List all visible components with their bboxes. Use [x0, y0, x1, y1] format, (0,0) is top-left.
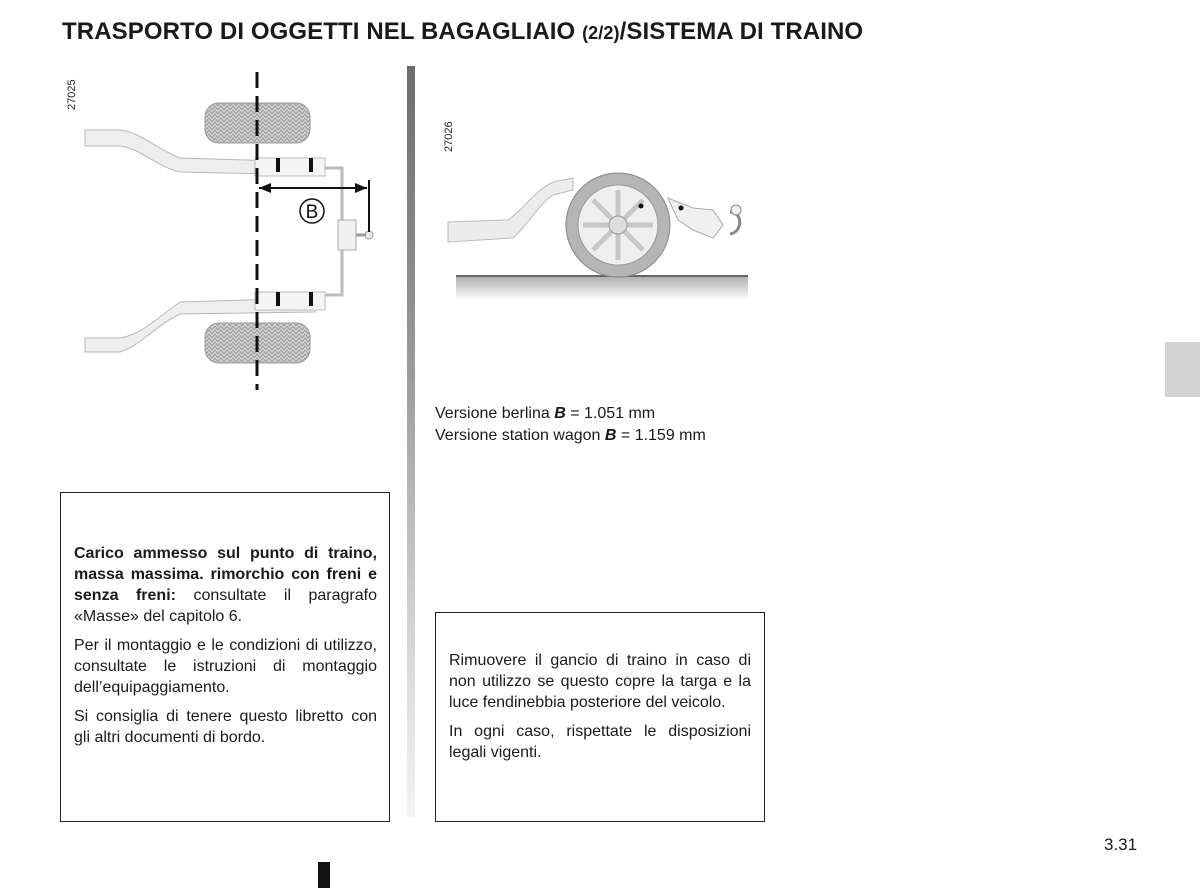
title-part-indicator: (2/2) — [582, 23, 620, 43]
note-paragraph: In ogni caso, rispettate le disposizioni legali vigenti. — [449, 723, 751, 761]
hitch-distance-specs — [435, 403, 706, 447]
spec-sedan: Versione berlina B = 1.051 mm — [435, 405, 656, 422]
page-title — [62, 18, 863, 46]
figure-code-top-view: 27025 — [66, 79, 78, 110]
page-number: 3.31 — [1104, 835, 1138, 854]
tow-hitch-side-view-illustration — [438, 150, 758, 310]
column-divider — [407, 66, 415, 818]
spec-variable: B — [604, 427, 617, 444]
title-section: /SISTEMA DI TRAINO — [619, 18, 864, 45]
chapter-tab — [1165, 342, 1200, 397]
note-paragraph: Rimuovere il gancio di traino in caso di non utilizzo se questo copre la targa e la luce fendinebbia posteriore del veicolo. — [449, 652, 751, 711]
note-paragraph: Si consiglia di tenere questo libretto con gli altri documenti di bordo. — [74, 708, 377, 746]
title-main: TRASPORTO DI OGGETTI NEL BAGAGLIAIO — [62, 18, 583, 45]
figure-code-side-view: 27026 — [443, 121, 455, 152]
spec-variable: B — [554, 405, 566, 422]
note-paragraph: Carico ammesso sul punto di traino, massa massima. rimorchio con freni e senza freni: consultate il paragrafo «Masse» del capitolo 6. — [74, 545, 377, 625]
note-paragraph: Per il montaggio e le condizioni di utilizzo, consultate le istruzioni di montaggio dell’equipaggiamento. — [74, 637, 377, 696]
towing-load-note — [60, 492, 390, 822]
spec-station-wagon: Versione station wagon B = 1.159 mm — [435, 427, 706, 444]
hitch-removal-note — [435, 612, 765, 822]
tow-hitch-top-view-illustration — [80, 70, 400, 400]
dimension-b-label: B — [305, 202, 319, 223]
print-mark — [318, 862, 330, 888]
